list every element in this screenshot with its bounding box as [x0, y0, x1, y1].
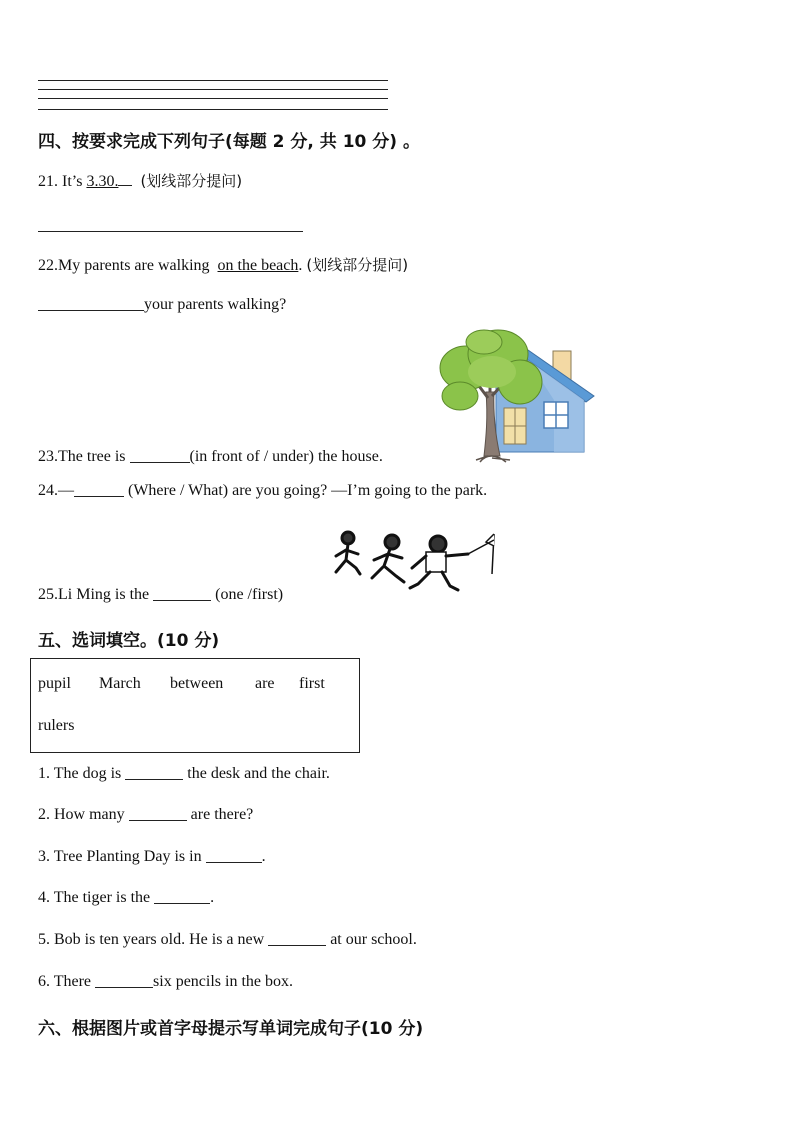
- answer-line[interactable]: [38, 231, 303, 232]
- section6-heading: 六、根据图片或首字母提示写单词完成句子(10 分): [38, 1019, 424, 1039]
- answer-blank[interactable]: [153, 586, 211, 601]
- word-bank: [30, 658, 360, 753]
- question-25: 25.Li Ming is the (one /first): [38, 586, 284, 603]
- fill-item: 1. The dog is the desk and the chair.: [38, 765, 330, 782]
- word-bank-item: between: [170, 675, 224, 692]
- runner-icon: [336, 532, 360, 574]
- race-runners-illustration: [326, 528, 502, 598]
- answer-line: [38, 98, 388, 99]
- word-bank-item: rulers: [38, 717, 75, 734]
- fill-item: 5. Bob is ten years old. He is a new at our school.: [38, 931, 417, 948]
- answer-blank[interactable]: [154, 889, 210, 904]
- word-bank-item: are: [255, 675, 275, 692]
- question-21: 21. It’s 3.30. (划线部分提问): [38, 172, 243, 190]
- underlined-part: on the beach: [217, 257, 299, 274]
- answer-blank[interactable]: [74, 482, 124, 497]
- question-number: 22: [38, 257, 54, 274]
- answer-blank[interactable]: [130, 448, 190, 463]
- fill-item: 6. There six pencils in the box.: [38, 973, 293, 990]
- fill-item: 3. Tree Planting Day is in .: [38, 848, 266, 865]
- question-note: (划线部分提问): [140, 172, 243, 190]
- word-bank-item: pupil: [38, 675, 71, 692]
- fill-item: 2. How many are there?: [38, 806, 254, 823]
- question-number: 23: [38, 448, 54, 465]
- question-note: (划线部分提问): [306, 256, 409, 274]
- runner-icon: [372, 535, 404, 582]
- answer-blank[interactable]: [125, 765, 183, 780]
- word-bank-item: first: [299, 675, 325, 692]
- finish-flag-icon: [468, 534, 494, 574]
- underlined-part: 3.30.: [86, 173, 119, 190]
- section4-heading: 四、按要求完成下列句子(每题 2 分, 共 10 分) 。: [38, 132, 420, 152]
- section5-heading: 五、选词填空。(10 分): [38, 631, 220, 651]
- answer-blank[interactable]: [206, 848, 262, 863]
- answer-blank[interactable]: [95, 973, 153, 988]
- tree-house-illustration: [436, 326, 598, 464]
- answer-blank[interactable]: [38, 296, 144, 311]
- answer-line: [38, 89, 388, 90]
- question-number: 24: [38, 482, 54, 499]
- word-bank-item: March: [99, 675, 141, 692]
- answer-blank[interactable]: [268, 931, 326, 946]
- question-24: 24.— (Where / What) are you going? —I’m going to the park.: [38, 482, 488, 499]
- runner-icon: [410, 536, 468, 590]
- answer-line: [38, 80, 388, 81]
- answer-line: [38, 109, 388, 110]
- fill-item: 4. The tiger is the .: [38, 889, 215, 906]
- answer-blank[interactable]: [129, 806, 187, 821]
- question-22: 22.My parents are walking on the beach. (划线部分提问): [38, 256, 409, 274]
- question-number: 21: [38, 173, 54, 190]
- question-23: 23.The tree is (in front of / under) the house.: [38, 448, 383, 465]
- question-22-answer: your parents walking?: [38, 296, 286, 314]
- question-number: 25: [38, 586, 54, 603]
